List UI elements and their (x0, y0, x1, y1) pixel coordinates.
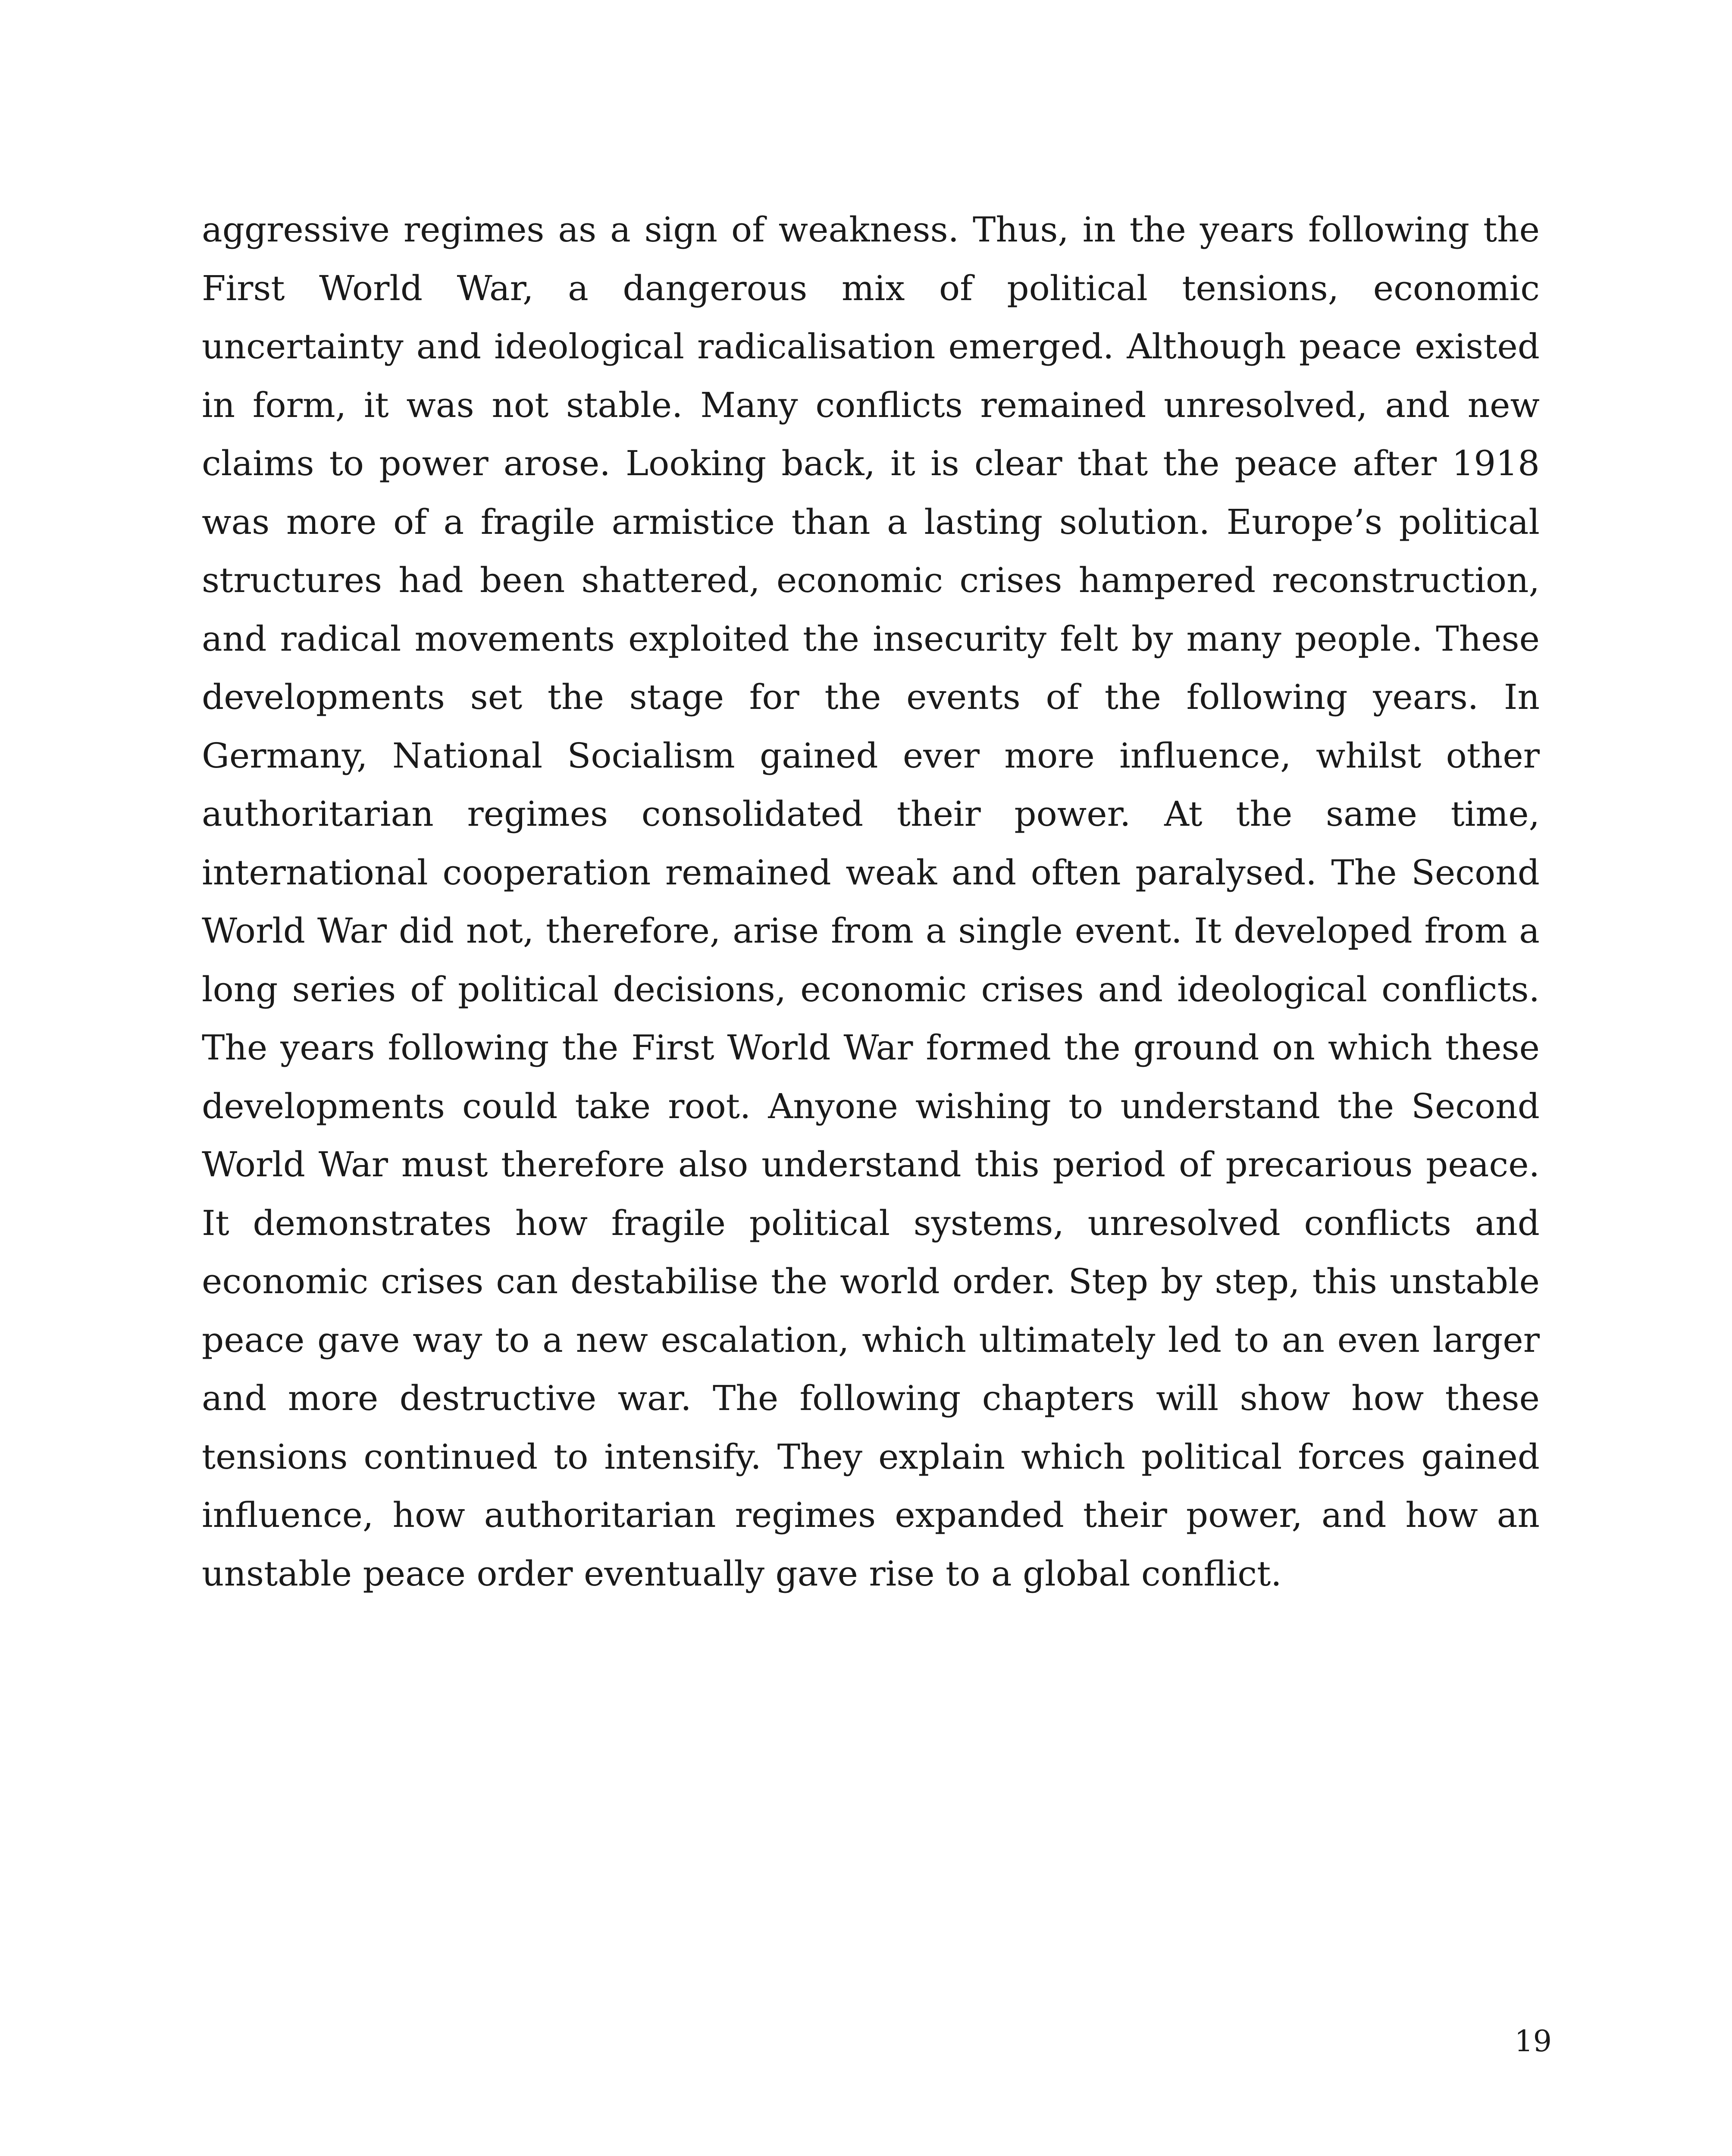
page-number: 19 (1514, 2024, 1552, 2059)
body-paragraph: aggressive regimes as a sign of weakness. Thus, in the years following the First World War, a dangerous mix of political tensions, economic uncertainty and ideological radicalisation emerged. Although peace existed in form, it was not stable. Many conflicts remained unresolved, and new claims to power arose. Looking back, it is clear that the peace after 1918 was more of a fragile armistice than a lasting solution. Europe’s political structures had been shattered, economic crises hampered reconstruction, and radical movements exploited the insecurity felt by many people. These developments set the stage for the events of the following years. In Germany, National Socialism gained ever more influence, whilst other authoritarian regimes consolidated their power. At the same time, international cooperation remained weak and often paralysed. The Second World War did not, therefore, arise from a single event. It developed from a long series of political decisions, economic crises and ideological conflicts. The years following the First World War formed the ground on which these developments could take root. Anyone wishing to understand the Second World War must therefore also understand this period of precarious peace. It demonstrates how fragile political systems, unresolved conflicts and economic crises can destabilise the world order. Step by step, this unstable peace gave way to a new escalation, which ultimately led to an even larger and more destructive war. The following chapters will show how these tensions continued to intensify. They explain which political forces gained influence, how authoritarian regimes expanded their power, and how an unstable peace order eventually gave rise to a global conflict. (202, 210, 1540, 1594)
